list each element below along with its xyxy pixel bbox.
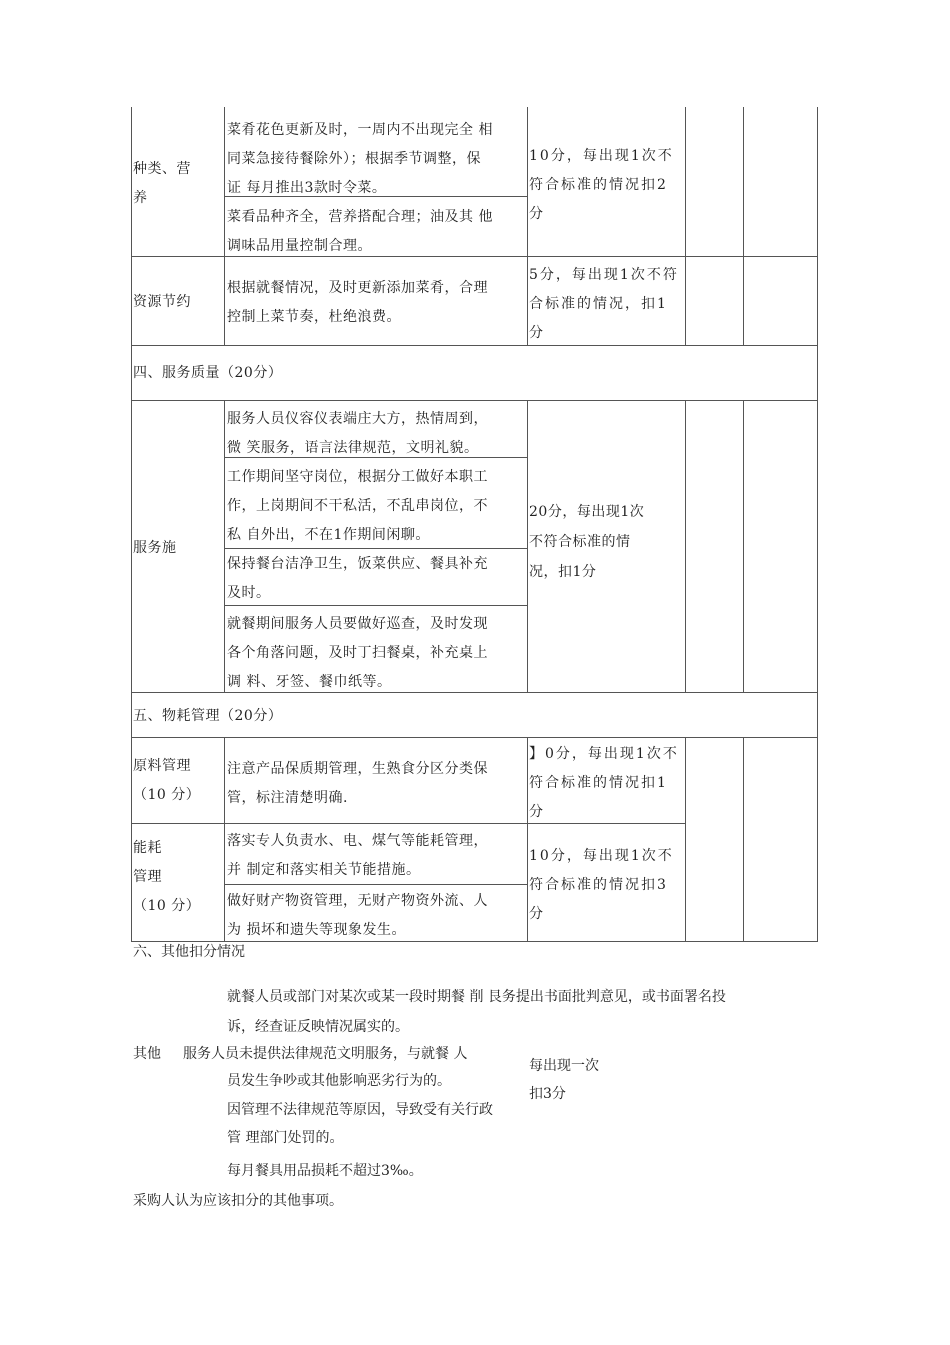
requirement-raw-material: 注意产品保质期管理，生熟食分区分类保 管，标注清楚明确. bbox=[227, 761, 488, 806]
requirement-post-duty: 工作期间坚守岗位，根据分工做好本职工 作，上岗期间不干私活，不乱串岗位，不 私 自外出，不在1作期间闲聊。 bbox=[227, 469, 488, 543]
requirement-menu-update: 菜肴花色更新及时，一周内不出现完全 相 同菜急接待餐除外）；根据季节调整，保 证 每月推出3款时令菜。 bbox=[227, 122, 493, 196]
requirement-patrol: 就餐期间服务人员要做好巡查，及时发现 各个角落问题，及时丁扫餐桌，补充桌上 调 料、牙签、餐巾纸等。 bbox=[227, 616, 488, 690]
other-item-service-dispute-line1: 服务人员未提供法律规范文明服务，与就餐 人 bbox=[183, 1046, 468, 1062]
other-score: 每出现一次 扣3分 bbox=[529, 1058, 599, 1102]
requirement-resource: 根据就餐情况，及时更新添加菜肴，合理 控制上菜节奏，杜绝浪费。 bbox=[227, 280, 488, 325]
section-service-quality: 四、服务质量（20分） bbox=[133, 365, 283, 381]
requirement-variety-nutrition: 菜看品种齐全，营养搭配合理；油及其 他 调味品用量控制合理。 bbox=[227, 209, 493, 254]
score-service: 20分，每出现1次 不符合标准的情 况，扣1分 bbox=[529, 504, 645, 580]
other-item-penalty: 因管理不法律规范等原因，导致受有关行政 管 理部门处罚的。 bbox=[227, 1102, 493, 1146]
score-energy: 10分，每出现1次不 符合标准的情况扣3 分 bbox=[529, 848, 674, 922]
other-label: 其他 bbox=[133, 1046, 161, 1062]
category-service: 服务施 bbox=[133, 540, 177, 556]
other-item-service-dispute-line2: 员发生争吵或其他影响恶劣行为的。 bbox=[227, 1073, 451, 1089]
requirement-appearance: 服务人员仪容仪表端庄大方，热情周到， 微 笑服务，语言法律规范，文明礼貌。 bbox=[227, 411, 488, 456]
requirement-energy: 落实专人负责水、电、煤气等能耗管理， 并 制定和落实相关节能措施。 bbox=[227, 833, 488, 878]
other-item-complaint: 就餐人员或部门对某次或某一段时期餐 削 艮务提出书面批判意见，或书面署名投 诉，经查证反映情况属实的。 bbox=[227, 989, 726, 1035]
score-raw-material: 】0分，每出现1次不 符合标准的情况扣1 分 bbox=[529, 746, 679, 820]
score-variety: 10分，每出现1次不 符合标准的情况扣2 分 bbox=[529, 148, 674, 222]
requirement-property: 做好财产物资管理，无财产物资外流、人 为 损坏和遗失等现象发生。 bbox=[227, 893, 488, 938]
category-energy: 能耗 管理 （10 分） bbox=[133, 840, 201, 914]
other-footer-note: 采购人认为应该扣分的其他事项。 bbox=[133, 1193, 343, 1209]
section-material-consumption: 五、物耗管理（20分） bbox=[133, 708, 283, 724]
requirement-cleanliness: 保持餐台洁净卫生，饭菜供应、餐具补充 及时。 bbox=[227, 556, 488, 601]
category-variety: 种类、营 养 bbox=[133, 161, 191, 206]
score-resource: 5分，每出现1次不符 合标准的情况，扣1 分 bbox=[529, 267, 679, 341]
category-raw-material: 原料管理 （10 分） bbox=[133, 758, 201, 803]
category-resource: 资源节约 bbox=[133, 294, 191, 310]
section-other-deductions: 六、其他扣分情况 bbox=[133, 944, 245, 960]
other-item-tableware-loss: 每月餐具用品损耗不超过3‰。 bbox=[227, 1163, 423, 1179]
